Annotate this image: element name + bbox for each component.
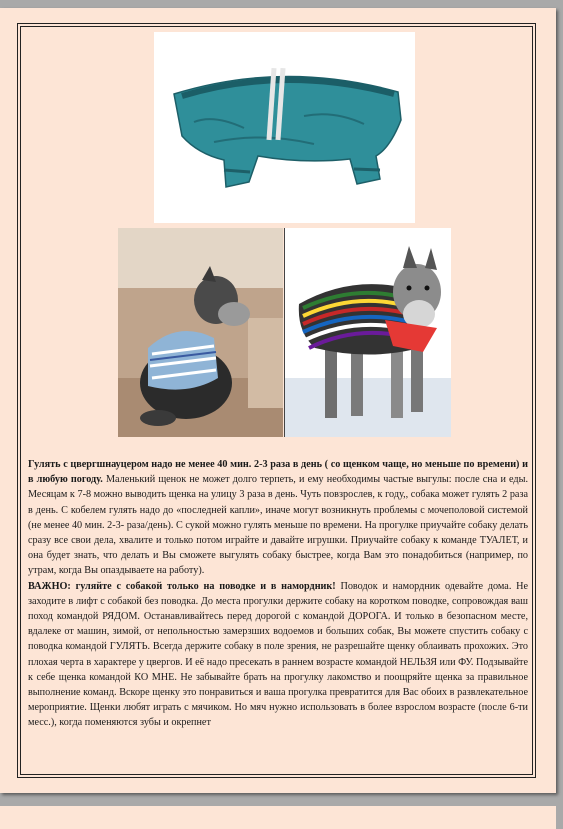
dog-overalls-photo bbox=[154, 32, 415, 223]
paragraph-walking-text: Маленький щенок не может долго терпеть, и ему необходимы частые выгулы: после сна и еды. Месяцам к 7-8 можно выводить щенка на улицу 3 раза в день. Чуть повзрослев, к году,, собака может гулять 2 раза в день. С кобелем гулять надо до «последней капли», иначе могут возникнуть проблемы с мочеполовой системой (не менее 40 мин. 2-3- раза/день). С сукой можно гулять меньше по времени. На прогулке приучайте собаку делать сразу все свои дела, хвалите и только потом играйте и давайте игрушки. Приучайте собаку к команде ТУАЛЕТ, и она будет знать, что делать и Вы сможете выгулять собаку быстрее, когда Вам это понадобиться (например, по утрам, когда Вы опаздываете на работу). bbox=[28, 474, 528, 577]
article-text bbox=[28, 457, 528, 731]
paragraph-leash bbox=[28, 579, 528, 731]
paragraph-walking bbox=[28, 457, 528, 579]
paragraph-leash-text: Поводок и намордник одевайте дома. Не заходите в лифт с собакой без поводка. До места прогулки держите собаку на коротком поводке, сопровождая ваш поход командой РЯДОМ. Останавливайтесь перед дорогой с командой ДОРОГА. И только в безопасном месте, вдалеке от машин, зимой, от непольностью замерзших водоемов и больших собак, Вы можете спустить собаку с поводка командой ГУЛЯТЬ. Всегда держите собаку в поле зрения, не разрешайте щенку облаивать прохожих. Это плохая черта в характере у цвергов. И её надо пресекать в раннем возрасте командой НЕЛЬЗЯ или ФУ. Подзывайте к себе щенка командой КО МНЕ. Не забывайте брать на прогулку лакомство и поощряйте щенка за правильное выполнение команд. Вскоре щенку это понравиться и ваша прогулка превратится для Вас обоих в развлекательное мероприятие. Щенки любят играть с мячиком. Но мяч нужно использовать в более взрослом возрасте (после 6-ти месс.), когда поменяются зубы и окрепнет bbox=[28, 580, 529, 729]
next-page-edge bbox=[0, 806, 556, 829]
paragraph-walking-lead: Гулять с цвергшнауцером надо не менее 40 мин. 2-3 раза в день ( со щенком чаще, но меньше по времени) и в любую погоду. bbox=[28, 459, 528, 486]
sitting-schnauzer-photo bbox=[118, 228, 283, 437]
paragraph-leash-lead: ВАЖНО: гуляйте с собакой только на поводке и в намордник! bbox=[28, 580, 336, 592]
standing-schnauzer-photo bbox=[284, 228, 451, 437]
